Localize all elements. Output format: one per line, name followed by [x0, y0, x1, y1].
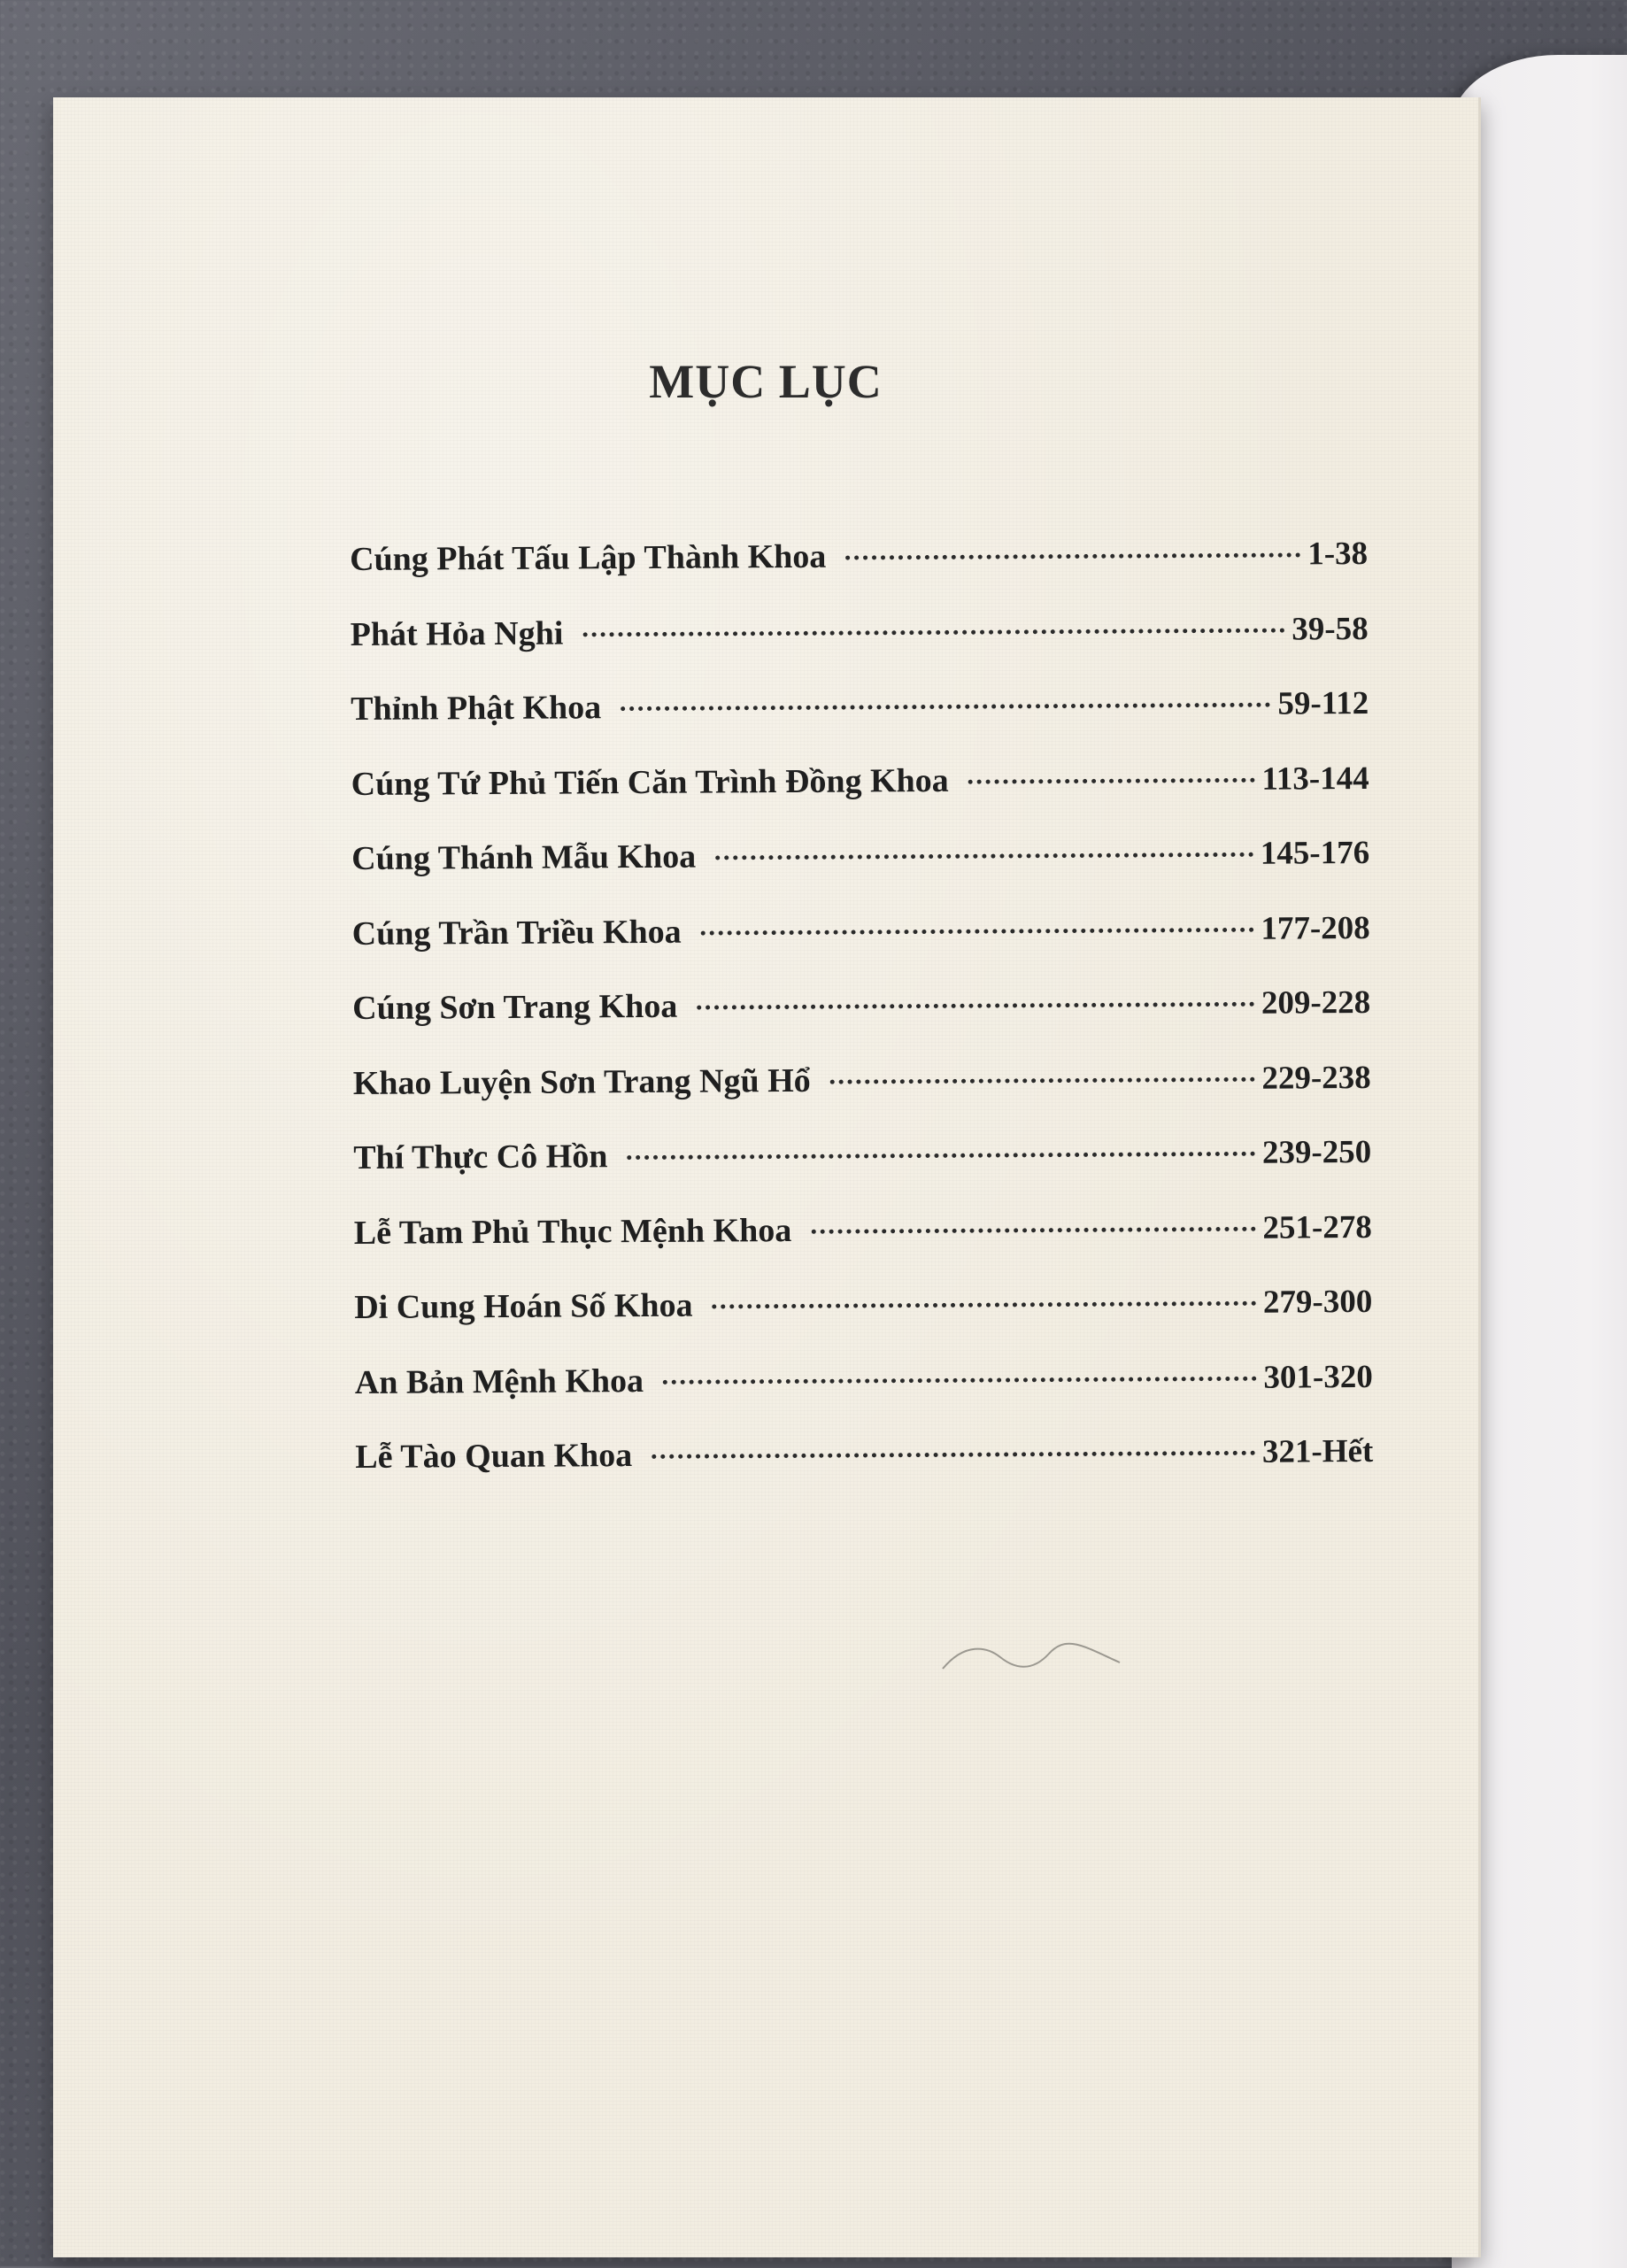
toc-entry	[354, 1282, 1372, 1363]
dot-leader	[627, 1152, 1255, 1160]
book-page	[53, 97, 1481, 2257]
dot-leader	[582, 628, 1284, 636]
toc-entry-title: Cúng Phát Tấu Lập Thành Khoa	[350, 537, 827, 578]
toc-entry	[351, 758, 1369, 839]
toc-entry-title: Lễ Tam Phủ Thục Mệnh Khoa	[353, 1211, 792, 1252]
page-title: MỤC LỤC	[649, 355, 883, 408]
table-of-contents	[350, 534, 1374, 1513]
dot-leader	[663, 1376, 1256, 1384]
toc-entry	[353, 1132, 1371, 1214]
toc-entry-pages: 229-238	[1261, 1059, 1371, 1097]
toc-entry-title: Phát Hỏa Nghi	[350, 614, 564, 653]
toc-entry-title: Thí Thực Cô Hồn	[353, 1138, 608, 1176]
toc-entry-title: Cúng Sơn Trang Khoa	[352, 987, 678, 1027]
toc-entry-pages: 239-250	[1261, 1133, 1372, 1171]
toc-entry-pages: 59-112	[1277, 684, 1369, 722]
dot-leader	[845, 552, 1300, 559]
toc-entry-title: An Bản Mệnh Khoa	[354, 1362, 644, 1401]
toc-entry-title: Di Cung Hoán Số Khoa	[354, 1286, 693, 1326]
toc-entry	[354, 1207, 1372, 1288]
toc-entry-title: Cúng Trần Triều Khoa	[351, 913, 682, 953]
toc-entry	[351, 683, 1369, 765]
dot-leader	[715, 852, 1253, 860]
toc-entry	[355, 1356, 1373, 1438]
toc-entry	[350, 534, 1368, 615]
toc-entry	[352, 907, 1370, 989]
toc-entry	[352, 983, 1370, 1064]
toc-entry-pages: 1-38	[1307, 535, 1369, 573]
dot-leader	[713, 1301, 1256, 1309]
dot-leader	[811, 1226, 1255, 1233]
toc-entry-pages: 321-Hết	[1261, 1432, 1374, 1470]
dot-leader	[968, 777, 1255, 783]
dot-leader	[701, 927, 1254, 935]
toc-entry-pages: 145-176	[1260, 834, 1370, 872]
toc-entry	[353, 1057, 1371, 1138]
dot-leader	[697, 1002, 1254, 1010]
toc-entry-pages: 177-208	[1261, 909, 1370, 947]
toc-entry-pages: 251-278	[1262, 1208, 1372, 1246]
toc-entry-title: Thỉnh Phật Khoa	[351, 689, 602, 728]
toc-entry-pages: 279-300	[1262, 1283, 1373, 1321]
toc-entry-pages: 113-144	[1261, 760, 1369, 798]
toc-entry-title: Lễ Tào Quan Khoa	[355, 1437, 633, 1476]
dot-leader	[652, 1451, 1255, 1459]
dot-leader	[830, 1076, 1255, 1084]
toc-entry-pages: 39-58	[1292, 610, 1369, 648]
toc-entry-pages: 301-320	[1263, 1358, 1373, 1396]
paper-fiber-mark	[938, 1638, 1124, 1682]
toc-entry-title: Cúng Tứ Phủ Tiến Căn Trình Đồng Khoa	[351, 761, 949, 803]
toc-entry	[351, 833, 1369, 914]
toc-entry-title: Khao Luyện Sơn Trang Ngũ Hổ	[352, 1061, 811, 1102]
toc-entry-title: Cúng Thánh Mẫu Khoa	[351, 837, 697, 877]
toc-entry	[351, 608, 1369, 690]
dot-leader	[621, 703, 1270, 711]
toc-entry-pages: 209-228	[1261, 984, 1371, 1022]
toc-entry	[355, 1431, 1373, 1513]
